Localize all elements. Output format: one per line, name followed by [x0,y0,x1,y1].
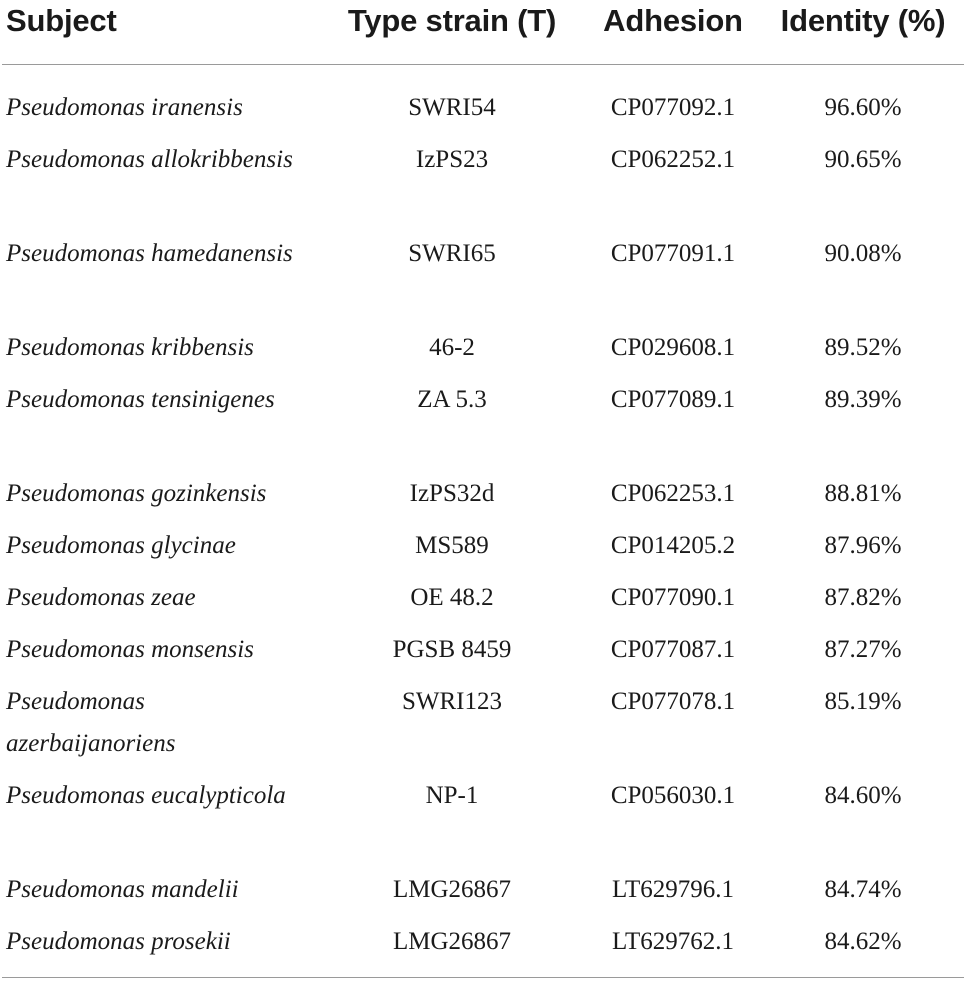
table-body [2,65,964,978]
cell-type-strain: SWRI123 [402,688,502,715]
header-type-strain: Type strain (T) [347,3,557,38]
cell-subject: Pseudomonas tensinigenes [6,386,275,413]
table-row [2,233,964,327]
identity-table-container [2,0,964,977]
cell-subject: Pseudomonas monsensis [6,636,254,663]
cell-type-strain: IzPS23 [415,146,489,173]
cell-identity: 87.96% [824,532,902,559]
cell-identity: 88.81% [824,480,902,507]
cell-subject: Pseudomonas prosekii [6,928,231,955]
cell-type-strain: ZA 5.3 [417,386,487,413]
table-row [2,327,964,379]
header-identity: Identity (%) [780,3,946,38]
cell-subject: Pseudomonas glycinae [6,532,236,559]
cell-identity: 90.08% [824,240,902,267]
cell-identity: 84.74% [824,876,902,903]
cell-identity: 89.52% [824,334,902,361]
table-header [2,0,964,65]
cell-identity: 89.39% [824,386,902,413]
cell-type-strain: LMG26867 [392,928,512,955]
table-row [2,775,964,869]
table-row [2,921,964,977]
cell-identity: 84.60% [824,782,902,809]
cell-adhesion: CP077090.1 [610,584,736,611]
table-row [2,65,964,140]
cell-subject: Pseudomonas hamedanensis [6,240,293,267]
cell-type-strain: LMG26867 [392,876,512,903]
cell-type-strain: SWRI65 [408,240,496,267]
cell-adhesion: CP077089.1 [610,386,736,413]
cell-identity: 90.65% [824,146,902,173]
cell-subject: Pseudomonas azerbaijanoriens [6,688,176,757]
table-row [2,681,964,775]
cell-adhesion: CP014205.2 [610,532,736,559]
cell-subject: Pseudomonas kribbensis [6,334,254,361]
cell-subject: Pseudomonas allokribbensis [6,146,293,173]
cell-adhesion: CP056030.1 [610,782,736,809]
table-row [2,869,964,921]
cell-adhesion: CP077078.1 [610,688,736,715]
cell-adhesion: CP077087.1 [610,636,736,663]
cell-adhesion: CP029608.1 [610,334,736,361]
cell-type-strain: OE 48.2 [410,584,494,611]
cell-type-strain: MS589 [415,532,489,559]
table-row [2,525,964,577]
table-row [2,629,964,681]
cell-adhesion: LT629762.1 [612,928,734,955]
cell-type-strain: IzPS32d [409,480,495,507]
table-row [2,139,964,233]
identity-table [2,0,964,977]
cell-adhesion: CP077092.1 [610,94,736,121]
cell-identity: 87.27% [824,636,902,663]
cell-subject: Pseudomonas mandelii [6,876,239,903]
cell-type-strain: 46-2 [429,334,475,361]
header-adhesion: Adhesion [603,3,743,38]
cell-subject: Pseudomonas gozinkensis [6,480,267,507]
cell-subject: Pseudomonas iranensis [6,94,243,121]
cell-adhesion: CP062252.1 [610,146,736,173]
header-row [2,0,964,65]
cell-type-strain: NP-1 [425,782,479,809]
cell-subject: Pseudomonas eucalypticola [6,782,286,809]
table-row [2,473,964,525]
cell-adhesion: CP062253.1 [610,480,736,507]
table-row [2,379,964,473]
cell-subject: Pseudomonas zeae [6,584,196,611]
table-bottom-rule [2,977,964,978]
cell-identity: 84.62% [824,928,902,955]
cell-type-strain: SWRI54 [408,94,496,121]
cell-type-strain: PGSB 8459 [392,636,512,663]
cell-identity: 87.82% [824,584,902,611]
cell-adhesion: CP077091.1 [610,240,736,267]
cell-identity: 96.60% [824,94,902,121]
cell-identity: 85.19% [824,688,902,715]
header-subject: Subject [6,3,117,38]
table-row [2,577,964,629]
cell-adhesion: LT629796.1 [612,876,734,903]
